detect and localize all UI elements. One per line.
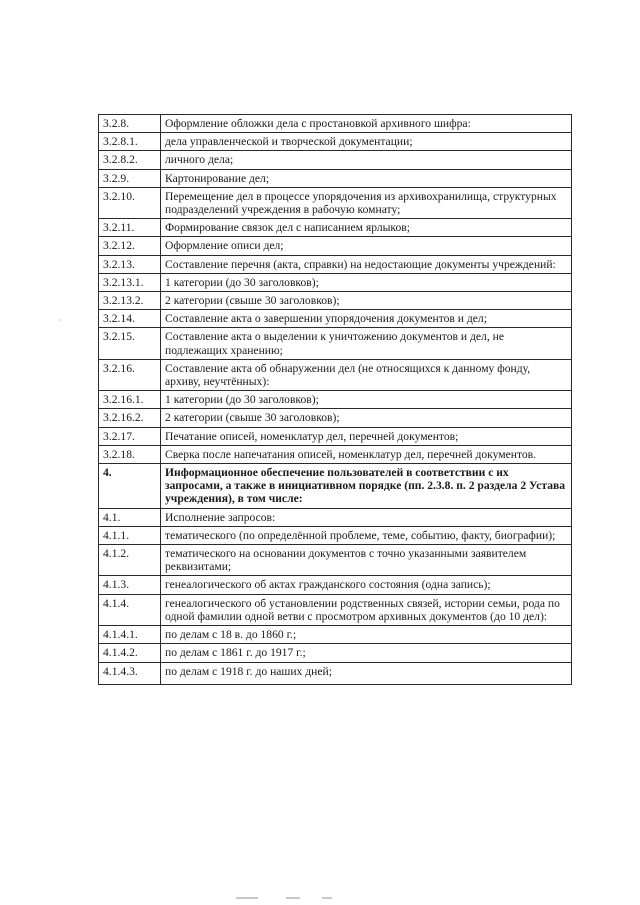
table-row xyxy=(99,115,572,133)
table-row xyxy=(99,187,572,218)
item-description: Картонирование дел; xyxy=(161,169,572,187)
item-description: Составление акта о завершении упорядочения документов и дел; xyxy=(161,310,572,328)
item-number: 4.1.2. xyxy=(99,545,161,576)
scan-speck: · xyxy=(58,316,61,325)
item-description: Составление акта о выделении к уничтожению документов и дел, не подлежащих хранению; xyxy=(161,328,572,359)
item-description: по делам с 18 в. до 1860 г.; xyxy=(161,626,572,644)
item-number: 3.2.8.2. xyxy=(99,151,161,169)
table-row xyxy=(99,409,572,427)
table-row xyxy=(99,310,572,328)
table-row xyxy=(99,237,572,255)
item-number: 3.2.15. xyxy=(99,328,161,359)
table-row xyxy=(99,255,572,273)
item-description: Составление акта об обнаружении дел (не относящихся к данному фонду, архиву, неучтённых): xyxy=(161,359,572,390)
item-description: Сверка после напечатания описей, номенклатур дел, перечней документов. xyxy=(161,445,572,463)
item-number: 3.2.13.2. xyxy=(99,292,161,310)
item-number: 3.2.9. xyxy=(99,169,161,187)
item-number: 3.2.14. xyxy=(99,310,161,328)
item-description: личного дела; xyxy=(161,151,572,169)
item-number: 4.1.4.3. xyxy=(99,662,161,684)
table-row xyxy=(99,576,572,594)
item-number: 4.1.3. xyxy=(99,576,161,594)
table-row xyxy=(99,328,572,359)
table-row xyxy=(99,391,572,409)
item-description: Оформление обложки дела с простановкой архивного шифра: xyxy=(161,115,572,133)
scan-artifact-3 xyxy=(322,897,332,899)
item-description: 2 категории (свыше 30 заголовков); xyxy=(161,292,572,310)
item-number: 3.2.16. xyxy=(99,359,161,390)
item-number: 3.2.13.1. xyxy=(99,273,161,291)
table-row xyxy=(99,508,572,526)
item-description: Исполнение запросов: xyxy=(161,508,572,526)
table-row xyxy=(99,464,572,509)
table-row xyxy=(99,359,572,390)
item-description: 1 категории (до 30 заголовков); xyxy=(161,391,572,409)
item-number: 4.1.1. xyxy=(99,526,161,544)
table-row xyxy=(99,219,572,237)
item-description: Информационное обеспечение пользователей в соответствии с их запросами, а также в инициативном порядке (пп. 2.3.8. п. 2 раздела 2 Устава учреждения), в том числе: xyxy=(161,464,572,509)
item-description: 2 категории (свыше 30 заголовков); xyxy=(161,409,572,427)
table-row xyxy=(99,445,572,463)
item-number: 3.2.13. xyxy=(99,255,161,273)
item-number: 4.1.4. xyxy=(99,594,161,625)
item-number: 3.2.16.1. xyxy=(99,391,161,409)
item-description: тематического (по определённой проблеме, теме, событию, факту, биографии); xyxy=(161,526,572,544)
item-description: Перемещение дел в процессе упорядочения из архивохранилища, структурных подразделений учреждения в рабочую комнату; xyxy=(161,187,572,218)
item-number: 3.2.18. xyxy=(99,445,161,463)
table-row xyxy=(99,133,572,151)
item-description: Формирование связок дел с написанием ярлыков; xyxy=(161,219,572,237)
table-row xyxy=(99,545,572,576)
item-number: 3.2.12. xyxy=(99,237,161,255)
services-table xyxy=(98,114,572,685)
item-number: 4. xyxy=(99,464,161,509)
item-number: 3.2.17. xyxy=(99,427,161,445)
item-number: 3.2.16.2. xyxy=(99,409,161,427)
item-number: 3.2.10. xyxy=(99,187,161,218)
item-number: 4.1.4.1. xyxy=(99,626,161,644)
item-description: генеалогического об актах гражданского состояния (одна запись); xyxy=(161,576,572,594)
table-row xyxy=(99,526,572,544)
table-row xyxy=(99,644,572,662)
table-row xyxy=(99,169,572,187)
item-description: Составление перечня (акта, справки) на недостающие документы учреждений: xyxy=(161,255,572,273)
scan-artifact-1 xyxy=(236,897,258,899)
item-description: тематического на основании документов с точно указанными заявителем реквизитами; xyxy=(161,545,572,576)
item-number: 3.2.11. xyxy=(99,219,161,237)
item-description: по делам с 1918 г. до наших дней; xyxy=(161,662,572,684)
item-number: 4.1.4.2. xyxy=(99,644,161,662)
item-description: Печатание описей, номенклатур дел, перечней документов; xyxy=(161,427,572,445)
services-table-body xyxy=(99,115,572,685)
table-row xyxy=(99,151,572,169)
item-number: 3.2.8. xyxy=(99,115,161,133)
table-row xyxy=(99,662,572,684)
table-row xyxy=(99,427,572,445)
item-description: генеалогического об установлении родственных связей, истории семьи, рода по одной фамилии одной ветви с просмотром архивных документов (до 10 дел): xyxy=(161,594,572,625)
table-row xyxy=(99,292,572,310)
item-description: дела управленческой и творческой документации; xyxy=(161,133,572,151)
item-description: Оформление описи дел; xyxy=(161,237,572,255)
table-row xyxy=(99,273,572,291)
table-row xyxy=(99,626,572,644)
item-description: по делам с 1861 г. до 1917 г.; xyxy=(161,644,572,662)
scan-artifact-2 xyxy=(286,897,300,899)
table-row xyxy=(99,594,572,625)
item-number: 3.2.8.1. xyxy=(99,133,161,151)
item-number: 4.1. xyxy=(99,508,161,526)
item-description: 1 категории (до 30 заголовков); xyxy=(161,273,572,291)
